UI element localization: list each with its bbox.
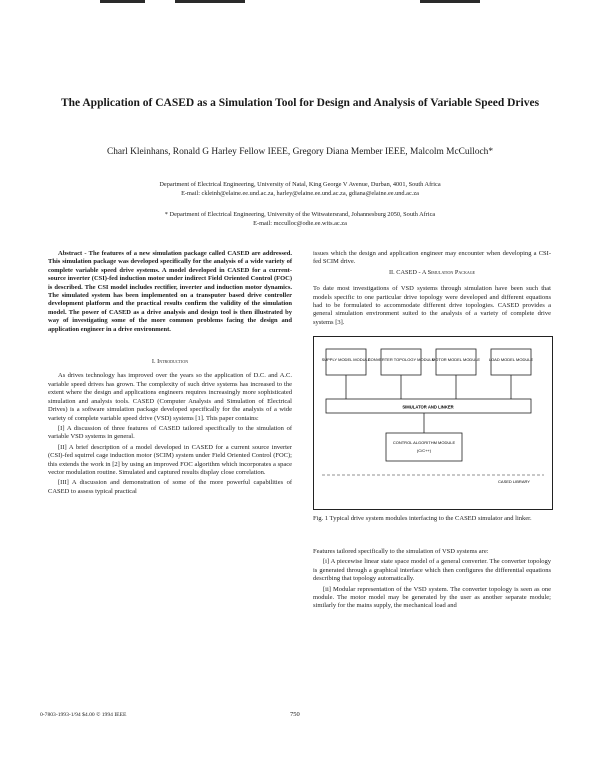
cased-library-label: CASED LIBRARY [498,479,530,484]
figure-1-caption: Fig. 1 Typical drive system modules interfacing to the CASED simulator and linker. [313,515,532,522]
page-number: 750 [290,711,300,718]
svg-text:CONTROL ALGORITHM MODULE: CONTROL ALGORITHM MODULE [392,440,456,445]
module-converter [368,349,435,375]
intro-paragraph-2: [I] A discussion of three features of CASED tailored specifically to the simulation of variable VSD systems in general. [48,424,292,441]
left-column [48,250,292,498]
section-heading-cased: II. CASED - A Simulation Package [388,268,476,276]
affiliation-wits-dept: * Department of Electrical Engineering, University of the Witwatersrand, Johannesburg 2050, South Africa [164,211,436,218]
intro-paragraph-4: [III] A discussion and demonstration of some of the more powerful capabilities of CASED to assess typical practical [48,479,292,495]
feature-ii: [ii] Modular representation of the VSD system. The converter topology is seen as one module. The motor model may be generated by the user as another separate module; similarly for the mains supply, the mechanical load and [313,585,551,610]
svg-text:CONVERTER TOPOLOGY MODULE: CONVERTER TOPOLOGY MODULE [367,357,435,362]
right-column-top [313,250,551,329]
svg-text:LOAD MODEL MODULE: LOAD MODEL MODULE [488,357,534,362]
figure-1 [313,336,553,510]
top-rule-middle [175,0,245,3]
intro-paragraph-1: As drives technology has improved over the years so the application of D.C. and A.C. variable speed drives has grown. The complexity of such drive systems has increased to the extent where the design and applications engineers requires increasingly more sophisticated simulation and analysis tools. CASED (Computer Analysis and Simulation of Electrical Drives) is a software simulation package developed specifically for the analysis of a wide variety of complete variable speed drive (VSD) systems [1]. This paper contains: [48,372,292,422]
author-list: Charl Kleinhans, Ronald G Harley Fellow IEEE, Gregory Diana Member IEEE, Malcolm McCulloch* [106,147,494,157]
affiliation-natal-dept: Department of Electrical Engineering, University of Natal, King George V Avenue, Durban, 4001, South Africa [159,181,441,188]
svg-text:(C/C++): (C/C++) [416,448,432,453]
section-heading-introduction: I. Introduction [151,358,189,366]
module-motor [432,349,481,375]
top-rule-left [100,0,145,3]
features-intro: Features tailored specifically to the simulation of VSD systems are: [313,548,489,555]
affiliation-wits [60,211,540,228]
intro-paragraph-3: [II] A brief description of a model developed in CASED for a current source inverter (CSI)-fed squirrel cage induction motor (SCIM) system under Field Oriented Control (FOC); this extends the work in [2] by using an improved FOC algorithm which incorporates a space vector modulation routine. Simulated and captured results display close correlation. [48,443,292,476]
intro-continuation: issues which the design and application engineer may encounter when developing a CSI-fed SCIM drive. [313,250,551,266]
top-rule-right [420,0,480,3]
drive-system-diagram [314,337,552,509]
affiliation-wits-email: E-mail: mcculloc@odie.ee.wits.ac.za [253,219,347,227]
affiliation-natal-email: E-mail: ckleinh@elaine.ee.und.ac.za, harley@elaine.ee.und.ac.za, gdiana@elaine.ee.und.ac.za [181,189,419,197]
control-algorithm-module [386,433,462,461]
copyright-footer: 0-7803-1993-1/94 $4.00 © 1994 IEEE [40,712,127,718]
right-column-bottom [313,548,551,613]
module-supply [322,349,371,375]
svg-text:SIMULATOR AND LINKER: SIMULATOR AND LINKER [402,404,454,410]
simulator-linker-bus [326,399,531,413]
section2-paragraph: To date most investigations of VSD systems through simulation have been such that models specific to one particular drive topology were developed and different equations had to be formulated to accommodate different drive topologies. CASED provides a general simulation environment suited to the analysis of a variety of complete drive systems [3]. [313,285,551,326]
svg-text:SUPPLY MODEL MODULE: SUPPLY MODEL MODULE [321,357,371,362]
feature-i: [i] A piecewise linear state space model of a general converter. The converter topology is generated through a graphical interface which then configures the differential equations describing that topology automatically. [313,558,551,583]
abstract: Abstract - The features of a new simulation package called CASED are addressed. This simulation package was developed specifically for the analysis of a wide variety of complete variable speed drive systems. A model developed in CASED for a current-source inverter (CSI)-fed induction motor under indirect Field Oriented Control (FOC) is described. The CSI model includes rectifier, inverter and induction motor dynamics. The simulated system has been implemented on a transputer based drive controller development platform and the practical results confirm the validity of the simulation model. The power of CASED as a drive analysis and design tool is then illustrated by way of investigating some of the more common problems facing the design and application engineer in a drive environment. [48,250,292,333]
paper-title: The Application of CASED as a Simulation Tool for Design and Analysis of Variable Speed Drives [60,97,540,109]
svg-text:MOTOR MODEL MODULE: MOTOR MODEL MODULE [431,357,481,362]
module-load [489,349,534,375]
affiliation-natal [60,181,540,198]
